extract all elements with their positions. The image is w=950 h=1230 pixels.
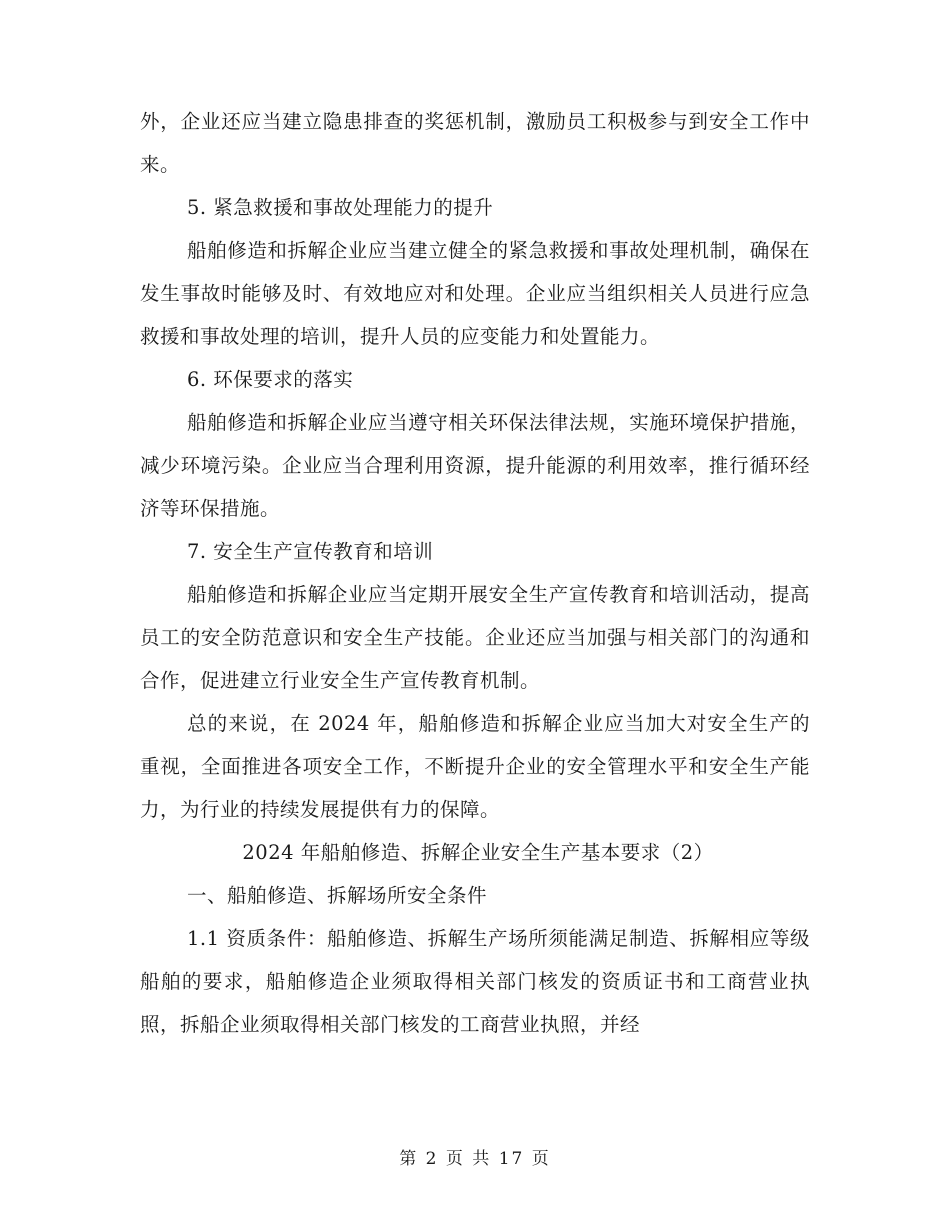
- document-body: [140, 100, 810, 1046]
- paragraph-safety-training: 船舶修造和拆解企业应当定期开展安全生产宣传教育和培训活动，提高员工的安全防范意识和安全生产技能。企业还应当加强与相关部门的沟通和合作，促进建立行业安全生产宣传教育机制。: [140, 583, 810, 692]
- section-heading-7: 7. 安全生产宣传教育和培训: [187, 540, 434, 563]
- paragraph-environmental: 船舶修造和拆解企业应当遵守相关环保法律法规，实施环境保护措施，减少环境污染。企业应当合理利用资源，提升能源的利用效率，推行循环经济等环保措施。: [140, 411, 810, 520]
- page-indicator: 第 2 页 共 17 页: [399, 1149, 551, 1169]
- paragraph-summary: 总的来说，在 2024 年，船舶修造和拆解企业应当加大对安全生产的重视，全面推进各项安全工作，不断提升企业的安全管理水平和安全生产能力，为行业的持续发展提供有力的保障。: [140, 712, 810, 821]
- section-heading-5: 5. 紧急救援和事故处理能力的提升: [187, 196, 494, 219]
- document-title: 2024 年船舶修造、拆解企业安全生产基本要求（2）: [242, 841, 714, 864]
- section-heading-1: 一、船舶修造、拆解场所安全条件: [187, 884, 488, 907]
- continuation-paragraph: 外，企业还应当建立隐患排查的奖惩机制，激励员工积极参与到安全工作中来。: [140, 110, 810, 176]
- paragraph-emergency-rescue: 船舶修造和拆解企业应当建立健全的紧急救援和事故处理机制，确保在发生事故时能够及时、有效地应对和处理。企业应当组织相关人员进行应急救援和事故处理的培训，提升人员的应变能力和处置能力。: [140, 239, 810, 348]
- paragraph-qualification: 1.1 资质条件：船舶修造、拆解生产场所须能满足制造、拆解相应等级船舶的要求，船舶修造企业须取得相关部门核发的资质证书和工商营业执照，拆船企业须取得相关部门核发的工商营业执照，并经: [140, 927, 810, 1036]
- section-heading-6: 6. 环保要求的落实: [187, 368, 354, 391]
